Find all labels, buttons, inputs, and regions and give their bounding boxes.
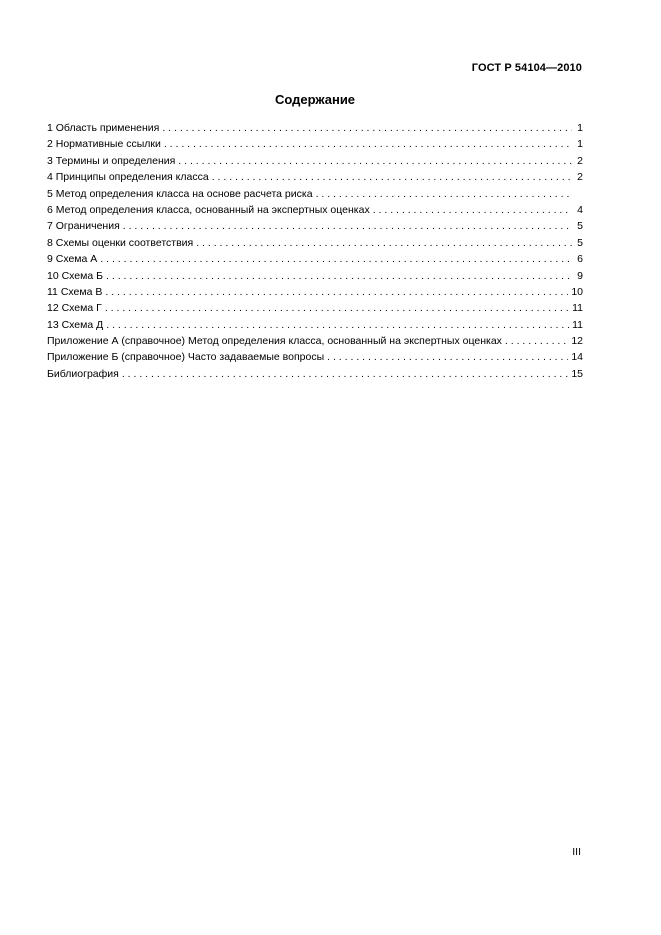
- toc-dot-leader: [212, 169, 572, 185]
- toc-entry-page: 5: [577, 220, 583, 233]
- toc-dot-leader: [123, 218, 572, 234]
- toc-dot-leader: [316, 186, 572, 202]
- toc-entry[interactable]: [47, 153, 583, 169]
- toc-entry[interactable]: [47, 366, 583, 382]
- toc-entry[interactable]: [47, 284, 583, 300]
- toc-dot-leader: [105, 284, 568, 300]
- toc-entry-label: 1 Область применения: [47, 122, 160, 134]
- toc-entry-label: Библиография: [47, 367, 119, 380]
- document-code: ГОСТ Р 54104—2010: [471, 62, 582, 74]
- toc-entry[interactable]: [47, 300, 583, 316]
- toc-dot-leader: [122, 366, 568, 382]
- toc-entry-label: Приложение А (справочное) Метод определения класса, основанный на экспертных оценках: [47, 335, 502, 348]
- toc-entry[interactable]: [47, 251, 583, 267]
- toc-entry[interactable]: [47, 120, 583, 136]
- toc-entry-page: 4: [577, 203, 583, 216]
- toc-dot-leader: [196, 235, 572, 251]
- toc-entry[interactable]: [47, 268, 583, 284]
- toc-entry[interactable]: [47, 169, 583, 185]
- toc-entry-label: 2 Нормативные ссылки: [47, 138, 161, 151]
- toc-entry-page: 11: [572, 302, 583, 315]
- toc-entry-label: 10 Схема Б: [47, 269, 104, 282]
- toc-entry-page: 1: [577, 138, 583, 151]
- toc-entry-page: 2: [577, 154, 583, 167]
- toc-entry-page: 9: [577, 269, 583, 282]
- table-of-contents: [47, 120, 583, 382]
- toc-entry[interactable]: [47, 218, 583, 234]
- toc-entry[interactable]: [47, 349, 583, 365]
- toc-entry-label: 8 Схемы оценки соответствия: [47, 236, 194, 249]
- toc-entry-page: 1: [577, 122, 583, 134]
- toc-entry-page: 2: [577, 171, 583, 184]
- toc-entry-page: 10: [571, 285, 583, 298]
- toc-entry-label: 11 Схема В: [47, 285, 103, 298]
- page-number: III: [572, 846, 581, 858]
- toc-dot-leader: [505, 333, 568, 349]
- toc-entry-label: 12 Схема Г: [47, 302, 102, 315]
- toc-entry-label: 7 Ограничения: [47, 220, 120, 233]
- toc-dot-leader: [105, 300, 569, 316]
- toc-entry-label: 9 Схема А: [47, 253, 98, 266]
- toc-entry-label: Приложение Б (справочное) Часто задаваемые вопросы: [47, 351, 325, 364]
- toc-entry-label: 4 Принципы определения класса: [47, 171, 209, 184]
- toc-entry-page: 14: [571, 351, 583, 364]
- toc-dot-leader: [106, 317, 569, 333]
- toc-dot-leader: [327, 349, 568, 365]
- toc-dot-leader: [164, 136, 572, 152]
- toc-entry-page: 15: [571, 367, 583, 380]
- toc-dot-leader: [178, 153, 572, 169]
- toc-entry-label: 13 Схема Д: [47, 318, 104, 331]
- toc-entry-page: 6: [577, 253, 583, 266]
- toc-entry-page: 12: [571, 335, 583, 348]
- toc-entry[interactable]: [47, 186, 583, 202]
- toc-entry-page: 11: [572, 318, 583, 331]
- toc-dot-leader: [162, 120, 572, 136]
- toc-entry[interactable]: [47, 136, 583, 152]
- toc-entry-label: 6 Метод определения класса, основанный на экспертных оценках: [47, 203, 370, 216]
- toc-dot-leader: [100, 251, 572, 267]
- toc-dot-leader: [373, 202, 572, 218]
- toc-title: Содержание: [274, 92, 356, 107]
- toc-entry[interactable]: [47, 235, 583, 251]
- toc-entry[interactable]: [47, 202, 583, 218]
- toc-entry-label: 5 Метод определения класса на основе расчета риска: [47, 187, 313, 200]
- toc-entry-label: 3 Термины и определения: [47, 154, 176, 167]
- toc-entry[interactable]: [47, 333, 583, 349]
- toc-entry-page: 5: [577, 236, 583, 249]
- toc-entry[interactable]: [47, 317, 583, 333]
- toc-dot-leader: [106, 268, 572, 284]
